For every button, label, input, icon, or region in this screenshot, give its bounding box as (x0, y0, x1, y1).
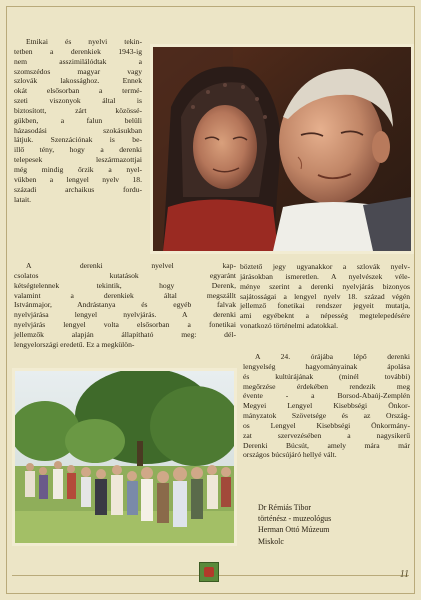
text-line: latait. (14, 194, 32, 204)
text-line: jellemző fonetikai rendszer jegyeit mutatja, (240, 301, 410, 311)
text-line: tetben a derenkiek 1943-ig (14, 46, 142, 56)
text-line: nem asszimilálódtak a (14, 56, 142, 66)
paragraph-1 (14, 37, 142, 204)
text-line: Megyei Lengyel Kisebbségi Önkor- (243, 401, 410, 411)
text-line: ménye szerint a derenki nyelvjárás bizonyos (240, 281, 410, 291)
paragraph-2 (14, 261, 236, 350)
pilgrimage-crowd-image (15, 371, 234, 543)
text-line: országos búcsújáró hellyé vált. (243, 450, 337, 460)
text-line: Derenki Búcsút, amely mára már (243, 440, 410, 450)
paragraph-3 (240, 262, 410, 331)
text-line: szlovák lakossághoz. Ennek (14, 76, 142, 86)
text-line: járásokban ismeretlen. A nyelvészek véle- (240, 271, 410, 281)
text-line: böztető jegy ugyanakkor a szlovák nyelv- (240, 262, 410, 271)
text-line: biztosított, zárt közössé- (14, 105, 142, 115)
text-line: századi archaikus fordu- (14, 184, 142, 194)
paragraph-1-lines (14, 37, 142, 204)
text-line: vonatkozó történelmi adatokkal. (240, 321, 339, 331)
text-line: megőrzése érdekében rendezik meg (243, 381, 410, 391)
text-line: okát elsősorban a termé- (14, 86, 142, 96)
emblem-inner-icon (204, 567, 214, 577)
text-line: évente - a Borsod-Abaúj-Zemplén (243, 391, 410, 401)
text-line: lengyelség hagyományainak ápolása (243, 361, 410, 371)
text-line: és kultúrájának (minél további) (243, 371, 410, 381)
text-line: ami egyébeknt a népesség megtelepedésére (240, 311, 410, 321)
elderly-couple-image (153, 47, 411, 251)
text-line: nyelvjárás lengyel volta elsősorban a fonetikai (14, 320, 236, 330)
text-line: mányzatok Szövetsége és az Ország- (243, 411, 410, 421)
author-signature (258, 502, 408, 547)
text-line: még mindig őrzik a nyel- (14, 164, 142, 174)
text-line: illő tény, hogy a derenki (14, 145, 142, 155)
text-line: lengyelországi eredetű. Ez a megkülön- (14, 339, 135, 349)
author-city: Miskolc (258, 536, 284, 546)
text-line: nyelvjárása lengyel nyelvjárás. A derenki (14, 310, 236, 320)
text-line: kétségtelennek tekintik, hogy Derenk, (14, 280, 236, 290)
author-institution: Herman Ottó Múzeum (258, 525, 330, 535)
text-line: gükben, a falun belüli (14, 115, 142, 125)
text-line: jellemzők alapján állapítható meg: dél- (14, 329, 236, 339)
text-line: sajátosságai a lengyel nyelv 18. század végén (240, 291, 410, 301)
text-line: telepesek leszármazottjai (14, 155, 142, 165)
photo-elderly-couple (150, 44, 414, 254)
paragraph-3-lines (240, 262, 410, 331)
paragraph-4 (243, 352, 410, 460)
page-number: 11 (399, 569, 409, 580)
paragraph-4-lines (243, 352, 410, 460)
text-line: Etnikai és nyelvi tekin- (26, 37, 142, 46)
text-line: A derenki nyelvel kap- (26, 261, 236, 270)
author-title: történész - muzeológus (258, 514, 332, 524)
text-line: A 24. órájába lépő derenki (255, 352, 410, 361)
text-line: szeti viszonyok által is (14, 96, 142, 106)
text-line: os Lengyel Kisebbségi Önkormány- (243, 420, 410, 430)
text-line: Istvánmajor, Andrástanya és egyéb falvak (14, 300, 236, 310)
paragraph-2-lines (14, 261, 236, 350)
text-line: szomszédos magyar vagy (14, 66, 142, 76)
author-name: Dr Rémiás Tibor (258, 503, 312, 512)
text-line: vükben a lengyel nyelv 18. (14, 174, 142, 184)
text-line: zat szervezésében a nagysikerű (243, 430, 410, 440)
text-line: házasodási szokásukban (14, 125, 142, 135)
text-line: valamint a derenkiek által megszállt (14, 290, 236, 300)
emblem-icon (199, 562, 219, 582)
photo-pilgrimage-crowd (12, 368, 237, 546)
text-line: látjuk. Szenzációnak is be- (14, 135, 142, 145)
text-line: csolatos kutatások egyaránt (14, 270, 236, 280)
